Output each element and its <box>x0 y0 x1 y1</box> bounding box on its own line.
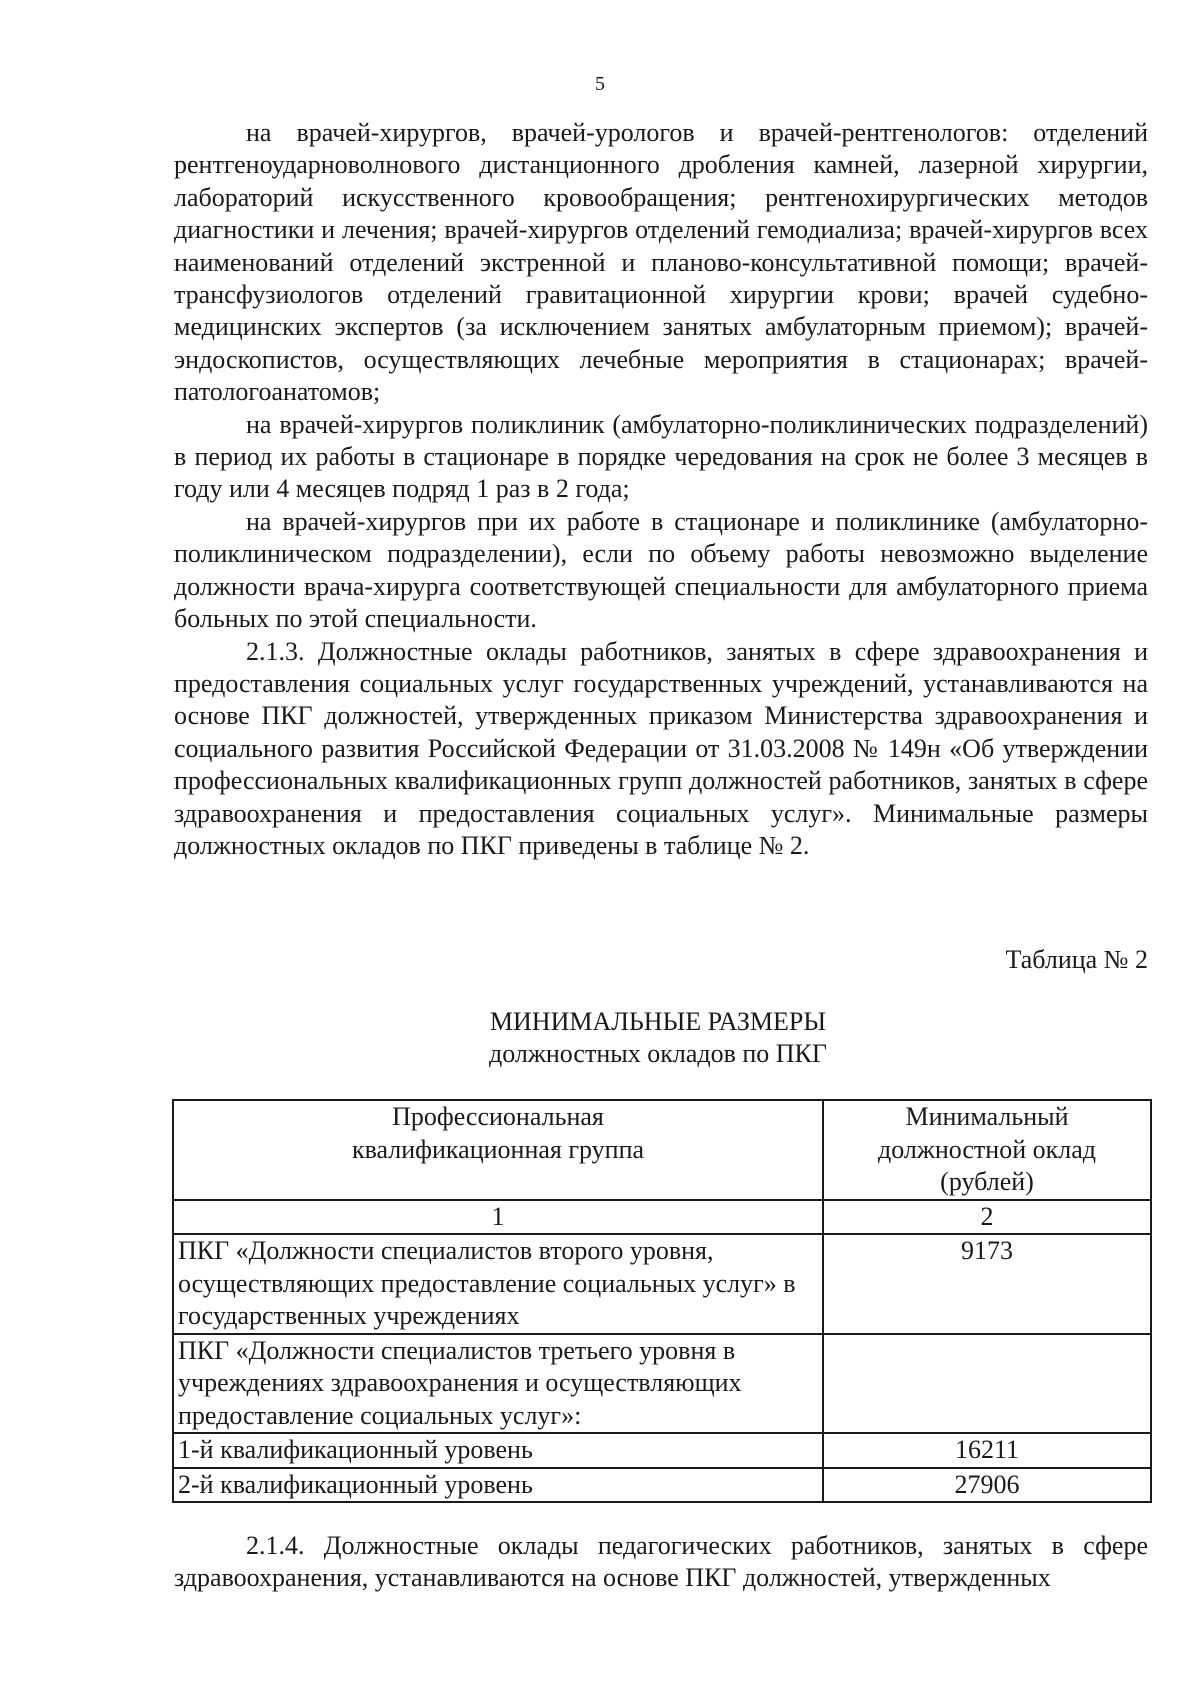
table-header-row <box>173 1100 1151 1200</box>
group-cell: ПКГ «Должности специалистов второго уровня, осуществляющих предоставление социальных услуг» в государственных учреждениях <box>173 1234 823 1334</box>
paragraph: на врачей-хирургов при их работе в стационаре и поликлинике (амбулаторно-поликлиническом подразделении), если по объему работы невозможно выделение должности врача-хирурга соответствующей специальности для амбулаторного приема больных по этой специальности. <box>174 506 1148 634</box>
table-subtitle: должностных окладов по ПКГ <box>489 1039 827 1068</box>
paragraph: на врачей-хирургов поликлиник (амбулаторно-поликлинических подразделений) в период их работы в стационаре в порядке чередования на срок не более 3 месяцев в году или 4 месяцев подряд 1 раз в 2 года; <box>174 409 1148 504</box>
paragraph: на врачей-хирургов, врачей-урологов и врачей-рентгенологов: отделений рентгеноударноволнового дистанционного дробления камней, лазерной хирургии, лабораторий искусственного кровообращения; рентгенохирургических методов диагностики и лечения; врачей-хирургов отделений гемодиализа; врачей-хирургов всех наименований отделений экстренной и планово-консультативной помощи; врачей-трансфузиологов отделений гравитационной хирургии крови; врачей судебно-медицинских экспертов (за исключением занятых амбулаторным приемом); врачей-эндоскопистов, осуществляющих лечебные мероприятия в стационарах; врачей-патологоанатомов; <box>174 118 1148 407</box>
salary-cell: 16211 <box>823 1433 1151 1468</box>
table-header-cell <box>823 1100 1151 1200</box>
header-salary-label: Минимальный должностной оклад (рублей) <box>878 1102 1096 1196</box>
table-label: Таблица № 2 <box>1005 945 1148 974</box>
column-number-row <box>173 1200 1151 1235</box>
column-number-cell: 2 <box>823 1200 1151 1235</box>
table-header-cell <box>173 1100 823 1200</box>
body-text <box>174 117 1148 862</box>
paragraph: 2.1.4. Должностные оклады педагогических работников, занятых в сфере здравоохранения, устанавливаются на основе ПКГ должностей, утвержденных <box>174 1531 1148 1593</box>
table-title: МИНИМАЛЬНЫЕ РАЗМЕРЫ <box>489 1007 827 1036</box>
salary-cell: 9173 <box>823 1234 1151 1334</box>
table-row <box>173 1234 1151 1334</box>
salary-table <box>172 1099 1152 1503</box>
bottom-text <box>174 1530 1148 1595</box>
page-number: 5 <box>595 73 605 95</box>
header-group-label: Профессиональная квалификационная группа <box>351 1102 645 1164</box>
table-row <box>173 1433 1151 1468</box>
paragraph: 2.1.3. Должностные оклады работников, занятых в сфере здравоохранения и предоставления социальных услуг государственных учреждений, устанавливаются на основе ПКГ должностей, утвержденных приказом Министерства здравоохранения и социального развития Российской Федерации от 31.03.2008 № 149н «Об утверждении профессиональных квалификационных групп должностей работников, занятых в сфере здравоохранения и предоставления социальных услуг». Минимальные размеры должностных окладов по ПКГ приведены в таблице № 2. <box>174 636 1148 860</box>
salary-cell: 27906 <box>823 1468 1151 1503</box>
salary-cell <box>823 1334 1151 1434</box>
table-row <box>173 1334 1151 1434</box>
table-row <box>173 1468 1151 1503</box>
group-cell: ПКГ «Должности специалистов третьего уровня в учреждениях здравоохранения и осуществляющих предоставление социальных услуг»: <box>173 1334 823 1434</box>
group-cell: 1-й квалификационный уровень <box>173 1433 823 1468</box>
group-cell: 2-й квалификационный уровень <box>173 1468 823 1503</box>
column-number-cell: 1 <box>173 1200 823 1235</box>
